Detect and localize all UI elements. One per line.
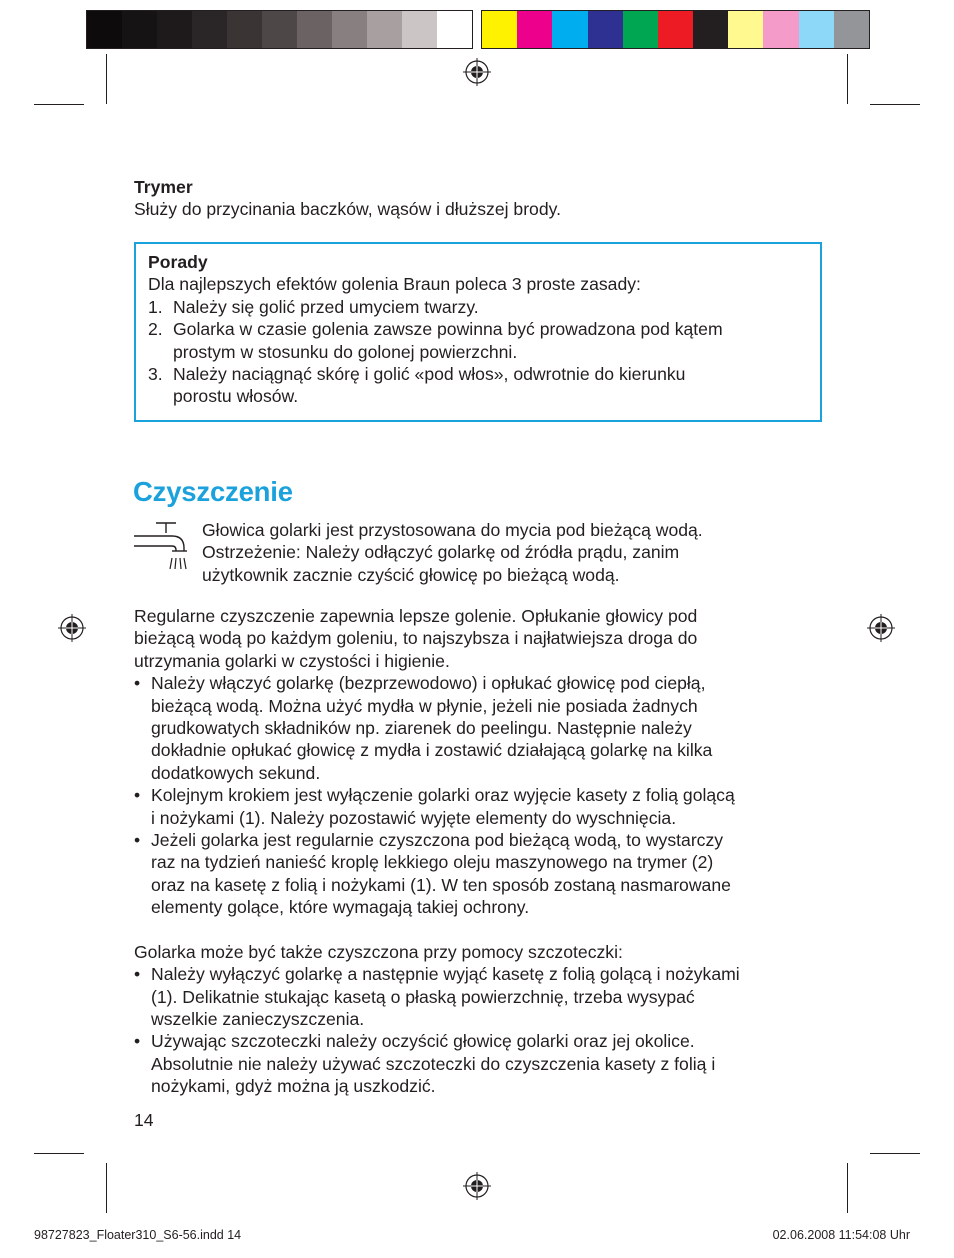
color-swatch <box>87 11 122 48</box>
color-swatch <box>658 11 693 48</box>
list-item-line: Jeżeli golarka jest regularnie czyszczona pod bieżącą wodą, to wystarczy <box>151 830 724 851</box>
crop-mark <box>34 1153 84 1154</box>
crop-mark <box>106 1163 107 1213</box>
intro-line: utrzymania golarki w czystości i higienie. <box>134 650 450 671</box>
color-swatch <box>122 11 157 48</box>
list-item-line: oraz na kasetę z folią i nożykami (1). W ten sposób zostaną nasmarowane <box>151 874 731 895</box>
list-item-line: Używając szczoteczki należy oczyścić głowicę golarki oraz jej okolice. <box>151 1031 695 1052</box>
color-swatch <box>367 11 402 48</box>
list-item-line: dodatkowych sekund. <box>151 762 321 783</box>
crop-mark <box>870 1153 920 1154</box>
color-swatch <box>262 11 297 48</box>
list-item-line: Absolutnie nie należy używać szczoteczki do czyszczenia kasety z folią i <box>151 1053 716 1074</box>
process-color-bar <box>481 10 870 49</box>
warning-line: Ostrzeżenie: Należy odłączyć golarkę od źródła prądu, zanim <box>202 542 680 563</box>
list-item-line: Należy wyłączyć golarkę a następnie wyjąć kasetę z folią golącą i nożykami <box>151 964 740 985</box>
color-swatch <box>332 11 367 48</box>
trimmer-section <box>134 176 561 221</box>
list-item-line: grudkowatych składników np. ziarenek do peelingu. Następnie należy <box>151 718 692 739</box>
tips-title: Porady <box>148 252 208 272</box>
tips-box <box>134 242 822 422</box>
warning-line: użytkownik zacznie czyścić głowicę po bieżącą wodą. <box>202 564 620 585</box>
list-item <box>134 784 740 829</box>
slug-datetime: 02.06.2008 11:54:08 Uhr <box>772 1228 910 1242</box>
list-item <box>134 963 740 1030</box>
grayscale-color-bar <box>86 10 473 49</box>
color-swatch <box>588 11 623 48</box>
bullet: • <box>134 673 141 694</box>
color-swatch <box>799 11 834 48</box>
list-item-line: elementy golące, które wymagają takiej ochrony. <box>151 897 530 918</box>
bullet: • <box>134 830 141 851</box>
tips-item-number: 1. <box>148 296 163 317</box>
tips-list <box>148 296 808 408</box>
list-item-line: raz na tydzień nanieść kroplę lekkiego oleju maszynowego na trymer (2) <box>151 852 714 873</box>
tips-item <box>148 318 808 363</box>
crop-mark <box>870 104 920 105</box>
registration-mark-icon <box>463 58 491 86</box>
list-item-line: (1). Delikatnie stukając kasetą o płaską powierzchnię, trzeba wysypać <box>151 986 695 1007</box>
list-item <box>134 829 740 919</box>
list-item-line: Należy włączyć golarkę (bezprzewodowo) i opłukać głowicę pod ciepłą, <box>151 673 706 694</box>
color-swatch <box>227 11 262 48</box>
color-swatch <box>623 11 658 48</box>
brush-intro: Golarka może być także czyszczona przy pomocy szczoteczki: <box>134 941 623 962</box>
tips-intro: Dla najlepszych efektów golenia Braun poleca 3 proste zasady: <box>148 274 641 295</box>
cleaning-bullet-list <box>134 672 740 918</box>
tips-item-line: prostym w stosunku do golonej powierzchni. <box>173 341 518 362</box>
crop-mark <box>847 54 848 104</box>
registration-mark-icon <box>58 614 86 642</box>
color-swatch <box>763 11 798 48</box>
color-swatch <box>297 11 332 48</box>
crop-mark <box>106 54 107 104</box>
list-item-line: nożykami, gdyż można ją uszkodzić. <box>151 1076 436 1097</box>
trimmer-title: Trymer <box>134 177 193 197</box>
cleaning-heading: Czyszczenie <box>133 476 293 507</box>
color-swatch <box>552 11 587 48</box>
trimmer-text: Służy do przycinania baczków, wąsów i dłuższej brody. <box>134 199 562 220</box>
list-item-line: wszelkie zanieczyszczenia. <box>151 1008 365 1029</box>
tips-item-number: 3. <box>148 364 163 385</box>
tips-item-line: Należy naciągnąć skórę i golić «pod włos», odwrotnie do kierunku <box>173 364 686 385</box>
list-item-line: bieżącą wodą. Można użyć mydła w płynie, jeżeli nie posiada żadnych <box>151 695 698 716</box>
crop-mark <box>847 1163 848 1213</box>
color-swatch <box>437 11 472 48</box>
tips-item-line: Należy się golić przed umyciem twarzy. <box>173 296 479 317</box>
color-swatch <box>402 11 437 48</box>
brush-bullet-list <box>134 963 740 1097</box>
list-item-line: dokładnie opłukać głowicę z mydła i zostawić działającą golarkę na kilka <box>151 740 713 761</box>
page-number: 14 <box>134 1110 154 1130</box>
intro-line: Regularne czyszczenie zapewnia lepsze golenie. Opłukanie głowicy pod <box>134 606 698 626</box>
registration-mark-icon <box>463 1172 491 1200</box>
cleaning-warning <box>202 519 703 586</box>
list-item-line: Kolejnym krokiem jest wyłączenie golarki oraz wyjęcie kasety z folią golącą <box>151 785 735 806</box>
list-item-line: i nożykami (1). Należy pozostawić wyjęte elementy do wyschnięcia. <box>151 807 677 828</box>
tips-item-number: 2. <box>148 319 163 340</box>
crop-mark <box>34 104 84 105</box>
registration-mark-icon <box>867 614 895 642</box>
warning-line: Głowica golarki jest przystosowana do mycia pod bieżącą wodą. <box>202 520 703 540</box>
tips-item-line: Golarka w czasie golenia zawsze powinna być prowadzona pod kątem <box>173 319 723 340</box>
color-swatch <box>728 11 763 48</box>
color-swatch <box>517 11 552 48</box>
cleaning-body <box>134 605 740 1098</box>
color-swatch <box>482 11 517 48</box>
list-item <box>134 1030 740 1097</box>
bullet: • <box>134 964 141 985</box>
color-swatch <box>192 11 227 48</box>
color-swatch <box>693 11 728 48</box>
tips-item <box>148 363 808 408</box>
slug-filename: 98727823_Floater310_S6-56.indd 14 <box>34 1228 242 1242</box>
color-swatch <box>157 11 192 48</box>
bullet: • <box>134 1031 141 1052</box>
intro-line: bieżącą wodą po każdym goleniu, to najszybsza i najłatwiejsza droga do <box>134 628 698 649</box>
water-tap-icon <box>134 521 190 573</box>
tips-item <box>148 296 808 318</box>
bullet: • <box>134 785 141 806</box>
color-swatch <box>834 11 869 48</box>
tips-item-line: porostu włosów. <box>173 386 299 407</box>
list-item <box>134 672 740 784</box>
